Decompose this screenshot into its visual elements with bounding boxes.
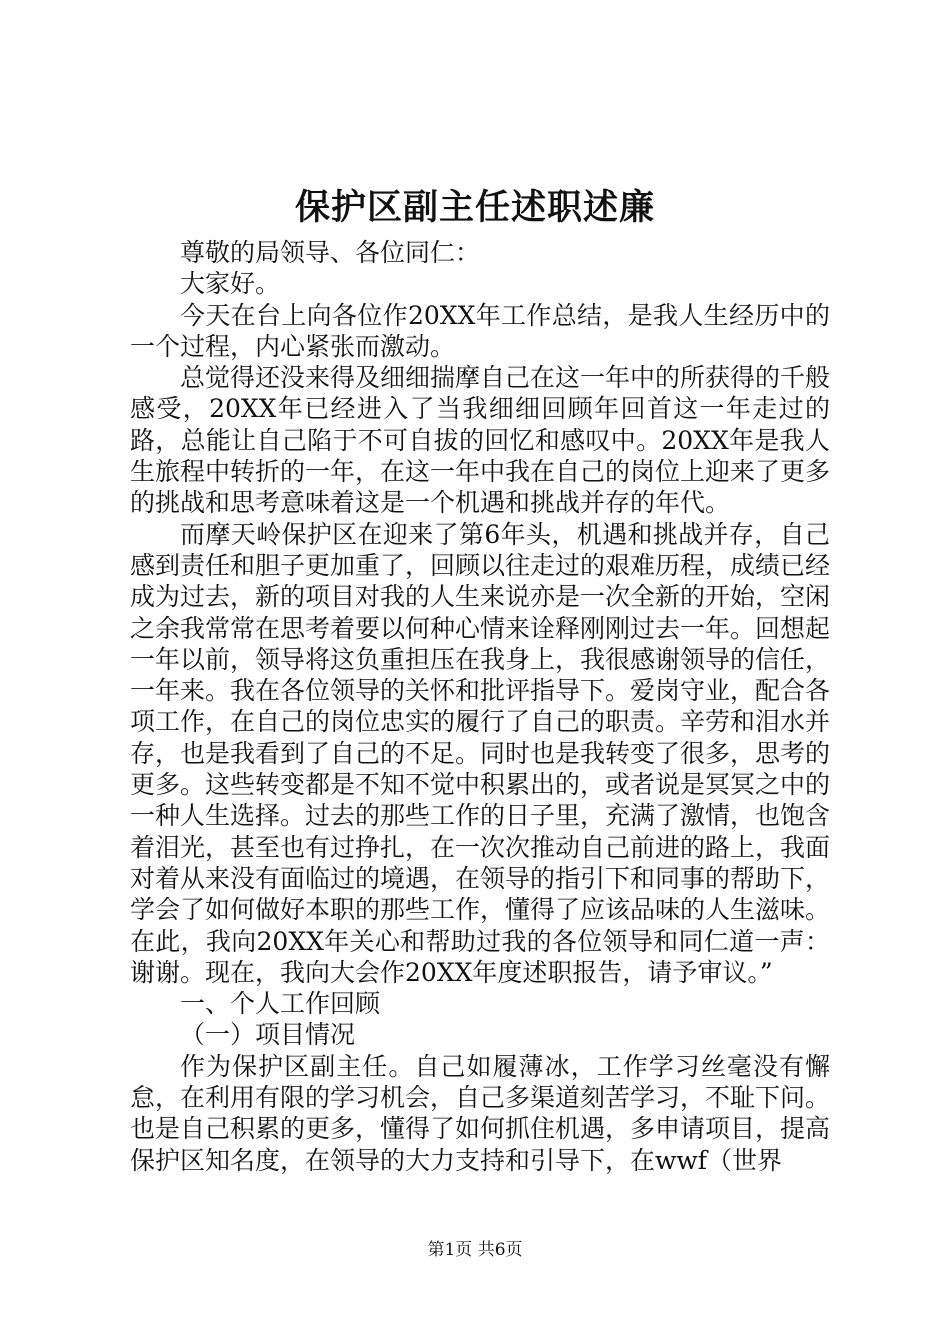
paragraph: 今天在台上向各位作20XX年工作总结，是我人生经历中的一个过程，内心紧张而激动。 [130,300,830,361]
paragraph: 总觉得还没来得及细细揣摩自己在这一年中的所获得的千般感受，20XX年已经进入了当我细细回顾年回首这一年走过的路，总能让自己陷于不可自拔的回忆和感叹中。20XX年是我人生旅程中转折的一年，在这一年中我在自己的岗位上迎来了更多的挑战和思考意味着这是一个机遇和挑战并存的年代。 [130,363,831,518]
document-body [130,237,830,1176]
section-heading: 一、个人工作回顾 [180,989,381,1019]
paragraph-salutation: 尊敬的局领导、各位同仁： [180,238,481,267]
page-footer: 第1页 共6页 [427,1240,523,1260]
paragraph: 而摩天岭保护区在迎来了第6年头，机遇和挑战并存，自己感到责任和胆子更加重了，回顾以往走过的艰难历程，成绩已经成为过去，新的项目对我的人生来说亦是一次全新的开始，空闲之余我常常在思考着要以何种心情来诠释刚刚过去一年。回想起一年以前，领导将这负重担压在我身上，我很感谢领导的信任，一年来。我在各位领导的关怀和批评指导下。爱岗守业，配合各项工作，在自己的岗位忠实的履行了自己的职责。辛劳和泪水并存，也是我看到了自己的不足。同时也是我转变了很多，思考的更多。这些转变都是不知不觉中积累出的，或者说是冥冥之中的一种人生选择。过去的那些工作的日子里，充满了激情，也饱含着泪光，甚至也有过挣扎，在一次次推动自己前进的路上，我面对着从来没有面临过的境遇，在领导的指引下和同事的帮助下，学会了如何做好本职的那些工作，懂得了应该品味的人生滋味。在此，我向20XX年关心和帮助过我的各位领导和同仁道一声：谢谢。现在，我向大会作20XX年度述职报告，请予审议。” [130,519,831,987]
paragraph: 作为保护区副主任。自己如履薄冰，工作学习丝毫没有懈怠，在利用有限的学习机会，自己多渠道刻苦学习，不耻下问。也是自己积累的更多，懂得了如何抓住机遇，多申请项目，提高保护区知名度，在领导的大力支持和引导下，在wwf（世界 [130,1051,831,1175]
document-title: 保护区副主任述职述廉 [294,187,655,228]
subsection-heading: （一）项目情况 [180,1020,356,1050]
paragraph-greeting: 大家好。 [180,269,281,299]
